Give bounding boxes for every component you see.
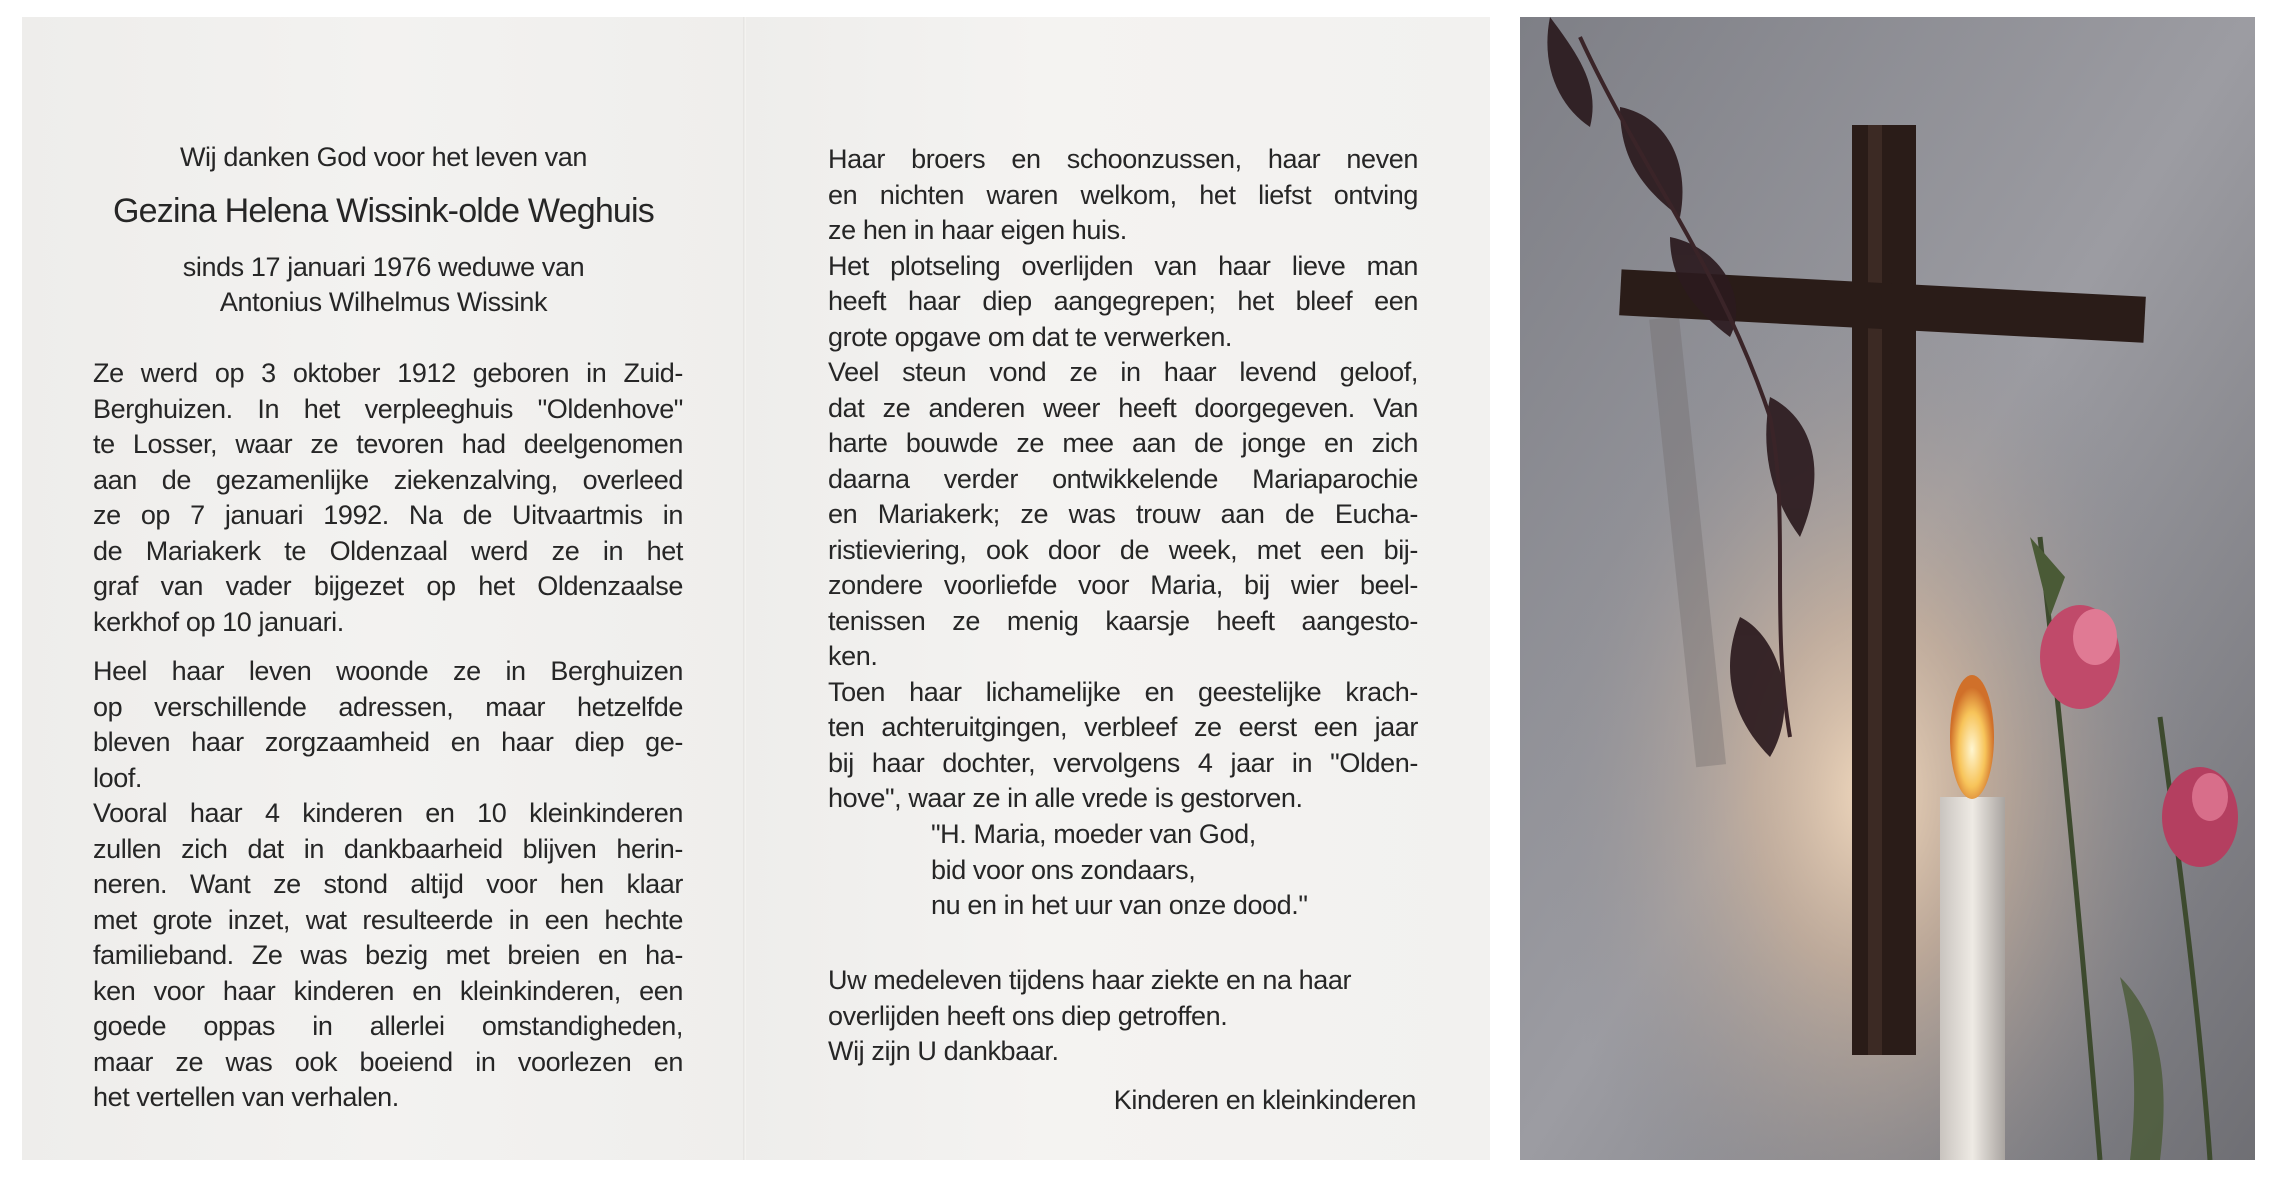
text-line: aan de gezamenlijke ziekenzalving, overleed xyxy=(93,464,683,495)
text-line: en nichten waren welkom, het liefst ontving xyxy=(828,179,1418,210)
text-line: neren. Want ze stond altijd voor hen klaar xyxy=(93,869,683,899)
text-line: met grote inzet, wat resulteerde in een hechte xyxy=(93,904,683,935)
text-line: maar ze was ook boeiend in voorlezen en xyxy=(93,1046,683,1077)
text-line: zondere voorliefde voor Maria, bij wier beel- xyxy=(828,570,1418,600)
thanks-line: Wij zijn U dankbaar. xyxy=(828,1036,1059,1066)
prayer xyxy=(931,817,1308,924)
text-line: grote opgave om dat te verwerken. xyxy=(828,321,1233,352)
left-body xyxy=(93,356,683,1116)
text-line: Het plotseling overlijden van haar lieve man xyxy=(828,250,1418,281)
text-line: Heel haar leven woonde ze in Berghuizen xyxy=(93,656,683,686)
text-line: harte bouwde ze mee aan de jonge en zich xyxy=(828,428,1418,458)
text-line: ten achteruitgingen, verbleef ze eerst een jaar xyxy=(828,712,1418,742)
prayer-line: "H. Maria, moeder van God, xyxy=(931,819,1256,849)
paragraph-family xyxy=(93,796,683,1116)
text-line: de Mariakerk te Oldenzaal werd ze in het xyxy=(93,535,683,566)
text-line: Ze werd op 3 oktober 1912 geboren in Zuid- xyxy=(93,358,683,388)
text-line: familieband. Ze was bezig met breien en ha- xyxy=(93,940,683,970)
prayer-line: bid voor ons zondaars, xyxy=(931,854,1196,885)
text-line: het vertellen van verhalen. xyxy=(93,1082,399,1112)
text-line: tenissen ze menig kaarsje heeft aangesto- xyxy=(828,605,1418,636)
text-line: Vooral haar 4 kinderen en 10 kleinkinderen xyxy=(93,798,683,828)
text-line: ristieviering, ook door de week, met een bij- xyxy=(828,534,1418,565)
text-line: bij haar dochter, vervolgens 4 jaar in "Olden- xyxy=(828,747,1418,778)
text-line: hove", waar ze in alle vrede is gestorven. xyxy=(828,783,1303,813)
paragraph-husband xyxy=(828,249,1418,356)
text-line: graf van vader bijgezet op het Oldenzaalse xyxy=(93,571,683,601)
text-line: dat ze anderen weer heeft doorgegeven. Van xyxy=(828,392,1418,423)
paragraph-relatives xyxy=(828,142,1418,249)
right-body xyxy=(828,142,1418,817)
page-fold xyxy=(743,17,746,1160)
widow-line-1: sinds 17 januari 1976 weduwe van xyxy=(182,252,585,282)
thanks xyxy=(828,963,1351,1070)
text-line: daarna verder ontwikkelende Mariaparochie xyxy=(828,463,1418,494)
thanks-line: Uw medeleven tijdens haar ziekte en na haar xyxy=(828,965,1352,995)
text-line: heeft haar diep aangegrepen; het bleef een xyxy=(828,286,1418,316)
text-line: ken. xyxy=(828,641,878,671)
text-line: op verschillende adressen, maar hetzelfde xyxy=(93,691,683,722)
paragraph-faith xyxy=(828,355,1418,675)
text-line: te Losser, waar ze tevoren had deelgenomen xyxy=(93,429,683,459)
prayer-line: nu en in het uur van onze dood." xyxy=(931,890,1308,920)
text-line: en Mariakerk; ze was trouw aan de Eucha- xyxy=(828,499,1418,529)
paragraph-birth-death xyxy=(93,356,683,640)
text-line: ze hen in haar eigen huis. xyxy=(828,215,1127,245)
intro-line: Wij danken God voor het leven van xyxy=(179,142,588,172)
text-line: goede oppas in allerlei omstandigheden, xyxy=(93,1011,683,1041)
text-line: Berghuizen. In het verpleeghuis "Oldenhove" xyxy=(93,393,683,424)
text-line: Veel steun vond ze in haar levend geloof, xyxy=(828,357,1418,387)
thanks-line: overlijden heeft ons diep getroffen. xyxy=(828,1000,1228,1031)
deceased-name: Gezina Helena Wissink-olde Weghuis xyxy=(113,192,654,230)
widow-line-2: Antonius Wilhelmus Wissink xyxy=(219,287,548,317)
flame-icon xyxy=(1950,675,1994,799)
text-line: Haar broers en schoonzussen, haar neven xyxy=(828,144,1418,174)
text-line: Toen haar lichamelijke en geestelijke krach- xyxy=(828,676,1418,707)
text-line: ken voor haar kinderen en kleinkinderen, een xyxy=(93,975,683,1006)
candle xyxy=(1940,797,2005,1160)
text-line: kerkhof op 10 januari. xyxy=(93,606,344,637)
text-line: loof. xyxy=(93,762,143,793)
text-line: zullen zich dat in dankbaarheid blijven herin- xyxy=(93,833,683,864)
signature: Kinderen en kleinkinderen xyxy=(1113,1085,1416,1115)
paragraph-life xyxy=(93,654,683,796)
text-line: bleven haar zorgzaamheid en haar diep ge- xyxy=(93,727,683,757)
text-line: ze op 7 januari 1992. Na de Uitvaartmis in xyxy=(93,500,683,530)
cross-candle-photo xyxy=(1520,17,2255,1160)
photo-illustration xyxy=(1520,17,2255,1160)
paragraph-final-years xyxy=(828,675,1418,817)
